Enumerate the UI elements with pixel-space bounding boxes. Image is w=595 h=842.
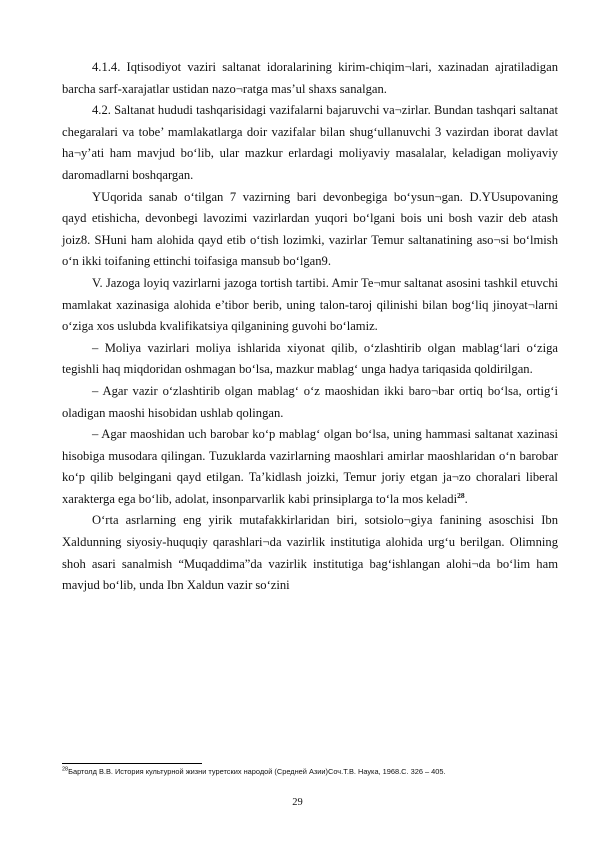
footnote-reference-suffix: . <box>464 491 468 506</box>
footnote-text: Бартолд В.В. История культурной жизни туретских народой (Средней Азии)Соч.Т.В. Наука, 1968.С. 326 – 405. <box>68 767 446 776</box>
page-number: 29 <box>292 797 303 808</box>
footnote-mark: 28 <box>62 766 69 773</box>
paragraph-ibn-xaldun: O‘rta asrlarning eng yirik mutafakkirlaridan biri, sotsiolo¬giya fanining asoschisi Ibn Xaldunning siyosiy-huquqiy qarashlari¬da vazirlik institutiga alohida urg‘u berilgan. Olimning shoh asari sanalmish “Muqaddima”da vazirlik institutiga bag‘ishlangan alohi¬da bo‘lim ham mavjud bo‘lib, unda Ibn Xaldun vazir so‘zini <box>62 513 558 593</box>
paragraph-dash-3-text: – Agar maoshidan uch barobar ko‘p mablag‘ olgan bo‘lsa, uning hammasi saltanat xazinasi hisobiga musodara qilingan. Tuzuklarda vazirlarning maoshlari amirlar maoshlaridan o‘n barobar ko‘p qilib belgingani qayd etilgan. Ta’kidlash joizki, Temur joriy etgan ja¬zo choralari liberal xarakterga ega bo‘lib, adolat, insonparvarlik kabi prinsiplarga to‘la mos keladi <box>62 427 558 506</box>
body-text <box>62 57 558 597</box>
footnote-reference[interactable]: 28 <box>457 490 465 500</box>
footnote <box>62 766 532 777</box>
paragraph-dash-2: – Agar vazir o‘zlashtirib olgan mablag‘ o‘z maoshidan ikki baro¬bar ortiq bo‘lsa, ortig‘i oladigan maoshi hisobidan ushlab qolingan. <box>62 383 558 420</box>
paragraph-section-v: V. Jazoga loyiq vazirlarni jazoga tortish tartibi. Amir Te¬mur saltanat asosini tashkil etuvchi mamlakat xazinasiga alohida e’tibor berib, uning talon-taroj qilinishi bilan bog‘liq jinoyat¬larni o‘ziga xos uslubda kvalifikatsiya qilganining guvohi bo‘lamiz. <box>62 275 558 334</box>
footnote-divider <box>62 763 202 764</box>
paragraph-4-1-4: 4.1.4. Iqtisodiyot vaziri saltanat idoralarining kirim-chiqim¬lari, xazinadan ajratiladigan barcha sarf-xarajatlar ustidan nazo¬ratga mas’ul shaxs sanalgan. <box>62 60 558 96</box>
paragraph-dash-3 <box>62 424 558 510</box>
paragraph-4-2: 4.2. Saltanat hududi tashqarisidagi vazifalarni bajaruvchi va¬zirlar. Bundan tashqari saltanat chegaralari va tobe’ mamlakatlarga doir vazifalar bilan shug‘ullanuvchi 3 vazirdan iborat davlat ha¬y’ati ham mavjud bo‘lib, ular mazkur erlardagi moliyaviy masalalar, keladigan moliyaviy daromadlarni boshqargan. <box>62 103 558 182</box>
paragraph-devonbegi: YUqorida sanab o‘tilgan 7 vazirning bari devonbegiga bo‘ysun¬gan. D.YUsupovaning qayd etishicha, devonbegi lavozimi vazirlardan yuqori bo‘lgani bois uni bosh vazir deb atash joiz8. SHuni ham alohida qayd etib o‘tish lozimki, vazirlar Temur saltanatining aso¬si bo‘lmish o‘n ikki toifaning ettinchi toifasiga mansub bo‘lgan9. <box>62 189 558 269</box>
paragraph-dash-1: – Moliya vazirlari moliya ishlarida xiyonat qilib, o‘zlashtirib olgan mablag‘lari o‘ziga tegishli haq miqdoridan oshmagan bo‘lsa, mazkur mablag‘ unga hadya tariqasida qoldirilgan. <box>62 340 558 377</box>
